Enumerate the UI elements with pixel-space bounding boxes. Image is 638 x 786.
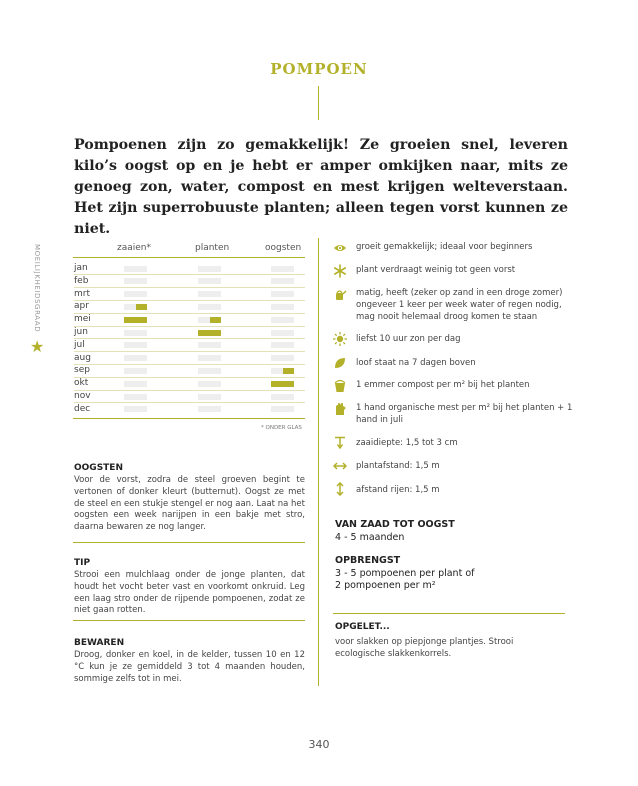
month-label: aug xyxy=(74,352,91,363)
calendar-cell-planten-mrt xyxy=(198,291,221,297)
calendar-cell-planten-aug xyxy=(198,355,221,361)
eye-icon xyxy=(333,241,347,255)
tip-text: Strooi een mulchlaag onder de jonge planten, dat houdt het vocht beter vast en voorkomt onkruid. Leg een laag stro onder de rijpende pompoenen, zodat ze niet gaan rotten. xyxy=(74,570,305,616)
fact-sun: liefst 10 uur zon per dag xyxy=(356,334,461,344)
calendar-cell-planten-apr xyxy=(198,304,221,310)
leaf-icon xyxy=(333,356,347,370)
bewaren-text: Droog, donker en koel, in de kelder, tussen 10 en 12 °C kun je ze gemiddeld 3 tot 4 maanden houden, sommige zelfs tot in mei. xyxy=(74,650,305,684)
opbrengst-line2: 2 pompoenen per m² xyxy=(335,580,436,591)
opgelet-text: voor slakken op piepjonge plantjes. Strooi ecologische slakkenkorrels. xyxy=(335,637,514,659)
month-label: jul xyxy=(74,339,85,350)
section-divider xyxy=(73,542,305,543)
calendar-cell-zaaien-jul xyxy=(124,342,147,348)
calendar-cell-oogsten-aug xyxy=(271,355,294,361)
vertical-arrows-icon xyxy=(333,482,347,496)
calendar-top-rule xyxy=(73,257,305,258)
fact-compost: 1 emmer compost per m² bij het planten xyxy=(356,380,530,390)
calendar-fill-zaaien-mei xyxy=(124,317,147,323)
calendar-cell-oogsten-jul xyxy=(271,342,294,348)
calendar-fill-oogsten-sep xyxy=(283,368,295,374)
calendar-cell-planten-jan xyxy=(198,266,221,272)
fact-leaf: loof staat na 7 dagen boven xyxy=(356,358,476,368)
fact-water: matig, heeft (zeker op zand in een droge zomer) ongeveer 1 keer per week water of regen nodig, mag nooit helemaal droog komen te staan xyxy=(356,288,563,322)
month-label: nov xyxy=(74,391,91,401)
van-zaad-heading: VAN ZAAD TOT OOGST xyxy=(335,519,455,530)
calendar-cell-oogsten-apr xyxy=(271,304,294,310)
calendar-cell-oogsten-jun xyxy=(271,330,294,336)
fact-row-spacing: afstand rijen: 1,5 m xyxy=(356,485,440,495)
calendar-cell-zaaien-dec xyxy=(124,406,147,412)
calendar-cell-planten-jul xyxy=(198,342,221,348)
oogsten-text: Voor de vorst, zodra de steel groeven begint te vertonen of donker kleurt (butternut). Oogst ze met de steel en een stukje stengel er nog aan. Laat na het oogsten een week narijpen in een bakje met stro, daarna bewaren ze nog langer. xyxy=(74,475,305,533)
fact-plant-spacing: plantafstand: 1,5 m xyxy=(356,461,440,471)
header-planten: planten xyxy=(195,243,230,253)
month-label: mei xyxy=(74,314,91,325)
calendar-cell-oogsten-dec xyxy=(271,406,294,412)
calendar-cell-oogsten-mei xyxy=(271,317,294,323)
calendar-fill-planten-mei xyxy=(210,317,222,323)
calendar-cell-planten-dec xyxy=(198,406,221,412)
header-oogsten: oogsten xyxy=(265,243,302,253)
calendar-fill-zaaien-apr xyxy=(136,304,148,310)
opbrengst-line1: 3 - 5 pompoenen per plant of xyxy=(335,568,475,579)
month-label: apr xyxy=(74,301,89,312)
month-label: mrt xyxy=(74,288,90,299)
calendar-cell-zaaien-jun xyxy=(124,330,147,336)
fact-growth: groeit gemakkelijk; ideaal voor beginners xyxy=(356,242,533,252)
oogsten-heading: OOGSTEN xyxy=(74,463,123,473)
planting-calendar xyxy=(0,262,320,422)
star-icon: ★ xyxy=(30,337,45,356)
calendar-fill-oogsten-okt xyxy=(271,381,294,387)
calendar-cell-zaaien-okt xyxy=(124,381,147,387)
column-divider xyxy=(318,238,319,686)
calendar-fill-planten-jun xyxy=(198,330,221,336)
bucket-icon xyxy=(333,379,347,393)
calendar-cell-zaaien-sep xyxy=(124,368,147,374)
horizontal-arrows-icon xyxy=(333,459,347,473)
tip-heading: TIP xyxy=(74,558,91,568)
header-zaaien: zaaien* xyxy=(117,243,151,253)
calendar-cell-zaaien-feb xyxy=(124,278,147,284)
month-label: feb xyxy=(74,275,89,286)
calendar-cell-planten-nov xyxy=(198,394,221,400)
month-label: jan xyxy=(74,263,88,273)
sowing-depth-icon xyxy=(333,436,347,450)
page-number: 340 xyxy=(308,738,330,751)
month-label: jun xyxy=(74,327,88,337)
calendar-cell-zaaien-jan xyxy=(124,266,147,272)
calendar-cell-oogsten-nov xyxy=(271,394,294,400)
bewaren-heading: BEWAREN xyxy=(74,638,125,648)
watering-can-icon xyxy=(333,288,347,302)
fact-frost: plant verdraagt weinig tot geen vorst xyxy=(356,265,516,275)
calendar-footnote: * ONDER GLAS xyxy=(261,425,302,431)
fact-sowing-depth: zaaidiepte: 1,5 tot 3 cm xyxy=(356,438,458,448)
calendar-cell-zaaien-aug xyxy=(124,355,147,361)
section-divider xyxy=(73,620,305,621)
glove-icon xyxy=(333,402,347,416)
month-label: okt xyxy=(74,378,89,389)
fact-fertilizer: 1 hand organische mest per m² bij het planten + 1 hand in juli xyxy=(356,403,573,425)
month-label: dec xyxy=(74,403,91,414)
calendar-cell-planten-feb xyxy=(198,278,221,284)
page-title: POMPOEN xyxy=(270,60,368,78)
opgelet-heading: OPGELET... xyxy=(335,622,390,632)
calendar-cell-planten-okt xyxy=(198,381,221,387)
calendar-cell-zaaien-mrt xyxy=(124,291,147,297)
intro-paragraph: Pompoenen zijn zo gemakkelijk! Ze groeien snel, leveren kilo’s oogst op en je hebt er amper omkijken naar, mits ze genoeg zon, water, compost en mest krijgen welteverstaan. Het zijn superrobuuste planten; alleen tegen vorst kunnen ze niet. xyxy=(74,137,568,237)
calendar-cell-zaaien-nov xyxy=(124,394,147,400)
van-zaad-value: 4 - 5 maanden xyxy=(335,532,405,543)
sun-icon xyxy=(333,332,347,346)
snowflake-icon xyxy=(333,264,347,278)
calendar-bottom-rule xyxy=(73,418,305,419)
calendar-cell-oogsten-jan xyxy=(271,266,294,272)
opbrengst-heading: OPBRENGST xyxy=(335,555,401,566)
calendar-cell-oogsten-feb xyxy=(271,278,294,284)
opgelet-top-rule xyxy=(333,613,565,614)
month-label: sep xyxy=(74,365,90,376)
calendar-cell-oogsten-mrt xyxy=(271,291,294,297)
title-divider xyxy=(318,86,319,120)
calendar-cell-planten-sep xyxy=(198,368,221,374)
difficulty-label: MOEILIJKHEIDSGRAAD xyxy=(33,244,41,333)
